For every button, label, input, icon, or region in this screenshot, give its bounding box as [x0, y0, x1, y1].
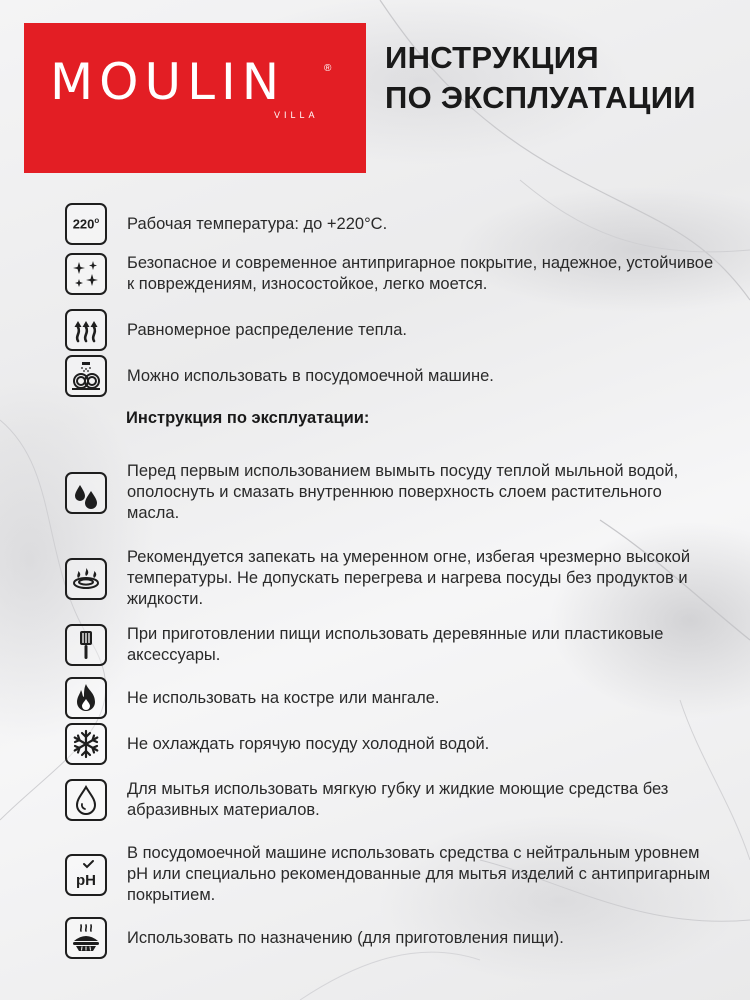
sparkles-icon	[65, 253, 107, 295]
instruction-text: При приготовлении пищи использовать деревянные или пластиковые аксессуары.	[127, 625, 664, 664]
temperature-220-icon	[65, 203, 107, 245]
degree-mark: o	[94, 216, 100, 226]
instruction-no-cold-water	[65, 723, 715, 765]
page-title-line-1: ИНСТРУКЦИЯ	[385, 40, 599, 75]
baked-pie-icon	[65, 917, 107, 959]
instruction-text: Рекомендуется запекать на умеренном огне, избегая чрезмерно высокой температуры. Не допускать перегрева и нагрева посуды без продуктов и жидкости.	[127, 548, 691, 608]
instruction-text: Использовать по назначению (для приготовления пищи).	[127, 928, 564, 947]
snowflake-icon	[65, 723, 107, 765]
instruction-first-use	[65, 461, 715, 524]
feature-dishwasher	[65, 355, 715, 397]
instruction-heat	[65, 547, 715, 610]
temperature-value: 220	[72, 216, 95, 232]
instruction-no-fire	[65, 677, 715, 719]
water-drops-icon	[65, 472, 107, 514]
spatula-icon	[65, 624, 107, 666]
feature-temperature	[65, 203, 715, 245]
feature-text: Можно использовать в посудомоечной машине.	[127, 366, 494, 385]
feature-text: Равномерное распределение тепла.	[127, 320, 407, 339]
feature-coating	[65, 253, 715, 295]
ph-icon	[65, 854, 107, 896]
instruction-utensils	[65, 624, 715, 666]
gas-burner-icon	[65, 558, 107, 600]
instruction-text: Не охлаждать горячую посуду холодной водой.	[127, 734, 490, 753]
instruction-text: Перед первым использованием вымыть посуду теплой мыльной водой, ополоснуть и смазать внутреннюю поверхность слоем растительного масла.	[127, 462, 679, 522]
heat-waves-icon	[65, 309, 107, 351]
instruction-washing	[65, 779, 715, 821]
feature-heat	[65, 309, 715, 351]
drop-icon	[65, 779, 107, 821]
brand-logo	[24, 23, 366, 173]
page-title-line-2: ПО ЭКСПЛУАТАЦИИ	[385, 80, 696, 115]
brand-name: MOULIN	[50, 53, 286, 111]
registered-mark: ®	[324, 63, 332, 74]
instruction-text: Для мытья использовать мягкую губку и жидкие моющие средства без абразивных материалов.	[127, 780, 669, 819]
page-title	[385, 38, 696, 118]
brand-sub: VILLA	[274, 110, 319, 120]
ph-label: pH	[76, 871, 96, 889]
dishwasher-icon	[65, 355, 107, 397]
feature-text: Рабочая температура: до +220°С.	[127, 214, 388, 233]
feature-text: Безопасное и современное антипригарное покрытие, надежное, устойчивое к повреждениям, износостойкое, легко моется.	[127, 254, 714, 293]
instructions-heading: Инструкция по эксплуатации:	[126, 409, 370, 427]
instruction-text: В посудомоечной машине использовать средства с нейтральным уровнем pH или специально рекомендованные для мытья изделий с антипригарным покрытием.	[127, 844, 711, 904]
instruction-text: Не использовать на костре или мангале.	[127, 688, 440, 707]
instruction-purpose	[65, 917, 715, 959]
fire-icon	[65, 677, 107, 719]
instruction-ph	[65, 843, 715, 906]
